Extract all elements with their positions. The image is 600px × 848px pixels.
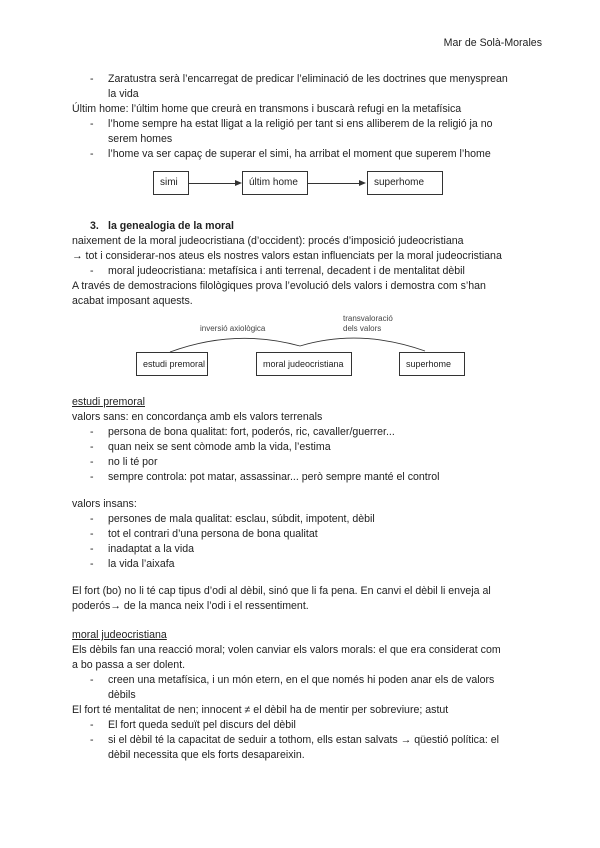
judeo-bullet3-line1: si el dèbil té la capacitat de seduir a tothom, ells estan salvats → qüestió política: el [108,734,500,746]
bullet-dash: - [90,528,94,540]
section3-para-line1: A través de demostracions filològiques prova l’evolució dels valors i demostra com s’han [72,280,486,292]
judeo-line-2: a bo passa a ser dolent. [72,659,186,671]
bullet-dash: - [90,148,94,160]
simi-line: l’home va ser capaç de superar el simi, ha arribat el moment que superem l’home [108,148,491,160]
section3-line1: naixement de la moral judeocristiana (d’occident): procés d’imposició judeocristiana [72,235,464,247]
judeo-bullet1-line1: creen una metafísica, i un món etern, en el que només hi poden anar els de valors [108,674,495,686]
zaratustra-line-2: la vida [108,88,139,100]
judeo-bullet3-line2: dèbil necessita que els forts desapareixin. [108,749,305,761]
diagram2-box-superhome: superhome [399,352,465,376]
diagram2-label-inversio: inversió axiològica [200,324,266,333]
diagram1-box-ultim-home: últim home [242,171,308,195]
insans-item: inadaptat a la vida [108,543,194,555]
premoral-heading: estudi premoral [72,396,146,408]
bullet-dash: - [90,426,94,438]
judeo-line-1: Els dèbils fan una reacció moral; volen canviar els valors morals: el que era considerat com [72,644,501,656]
section3-bullet1: moral judeocristiana: metafísica i anti terrenal, decadent i de mentalitat dèbil [108,265,465,277]
judeo-bullet1-line2: dèbils [108,689,136,701]
bullet-dash: - [90,558,94,570]
section3-para-line2: acabat imposant aquests. [72,295,193,307]
diagram2-box-premoral: estudi premoral [136,352,208,376]
bullet-dash: - [90,674,94,686]
sans-item: sempre controla: pot matar, assassinar... però sempre manté el control [108,471,440,483]
valors-sans-line: valors sans: en concordança amb els valors terrenals [72,411,323,423]
valors-insans-line: valors insans: [72,498,137,510]
diagram1-box-simi: simi [153,171,189,195]
bullet-dash: - [90,513,94,525]
ultim-home-line: Últim home: l’últim home que creurà en transmons i buscarà refugi en la metafísica [72,103,462,115]
insans-item: tot el contrari d’una persona de bona qualitat [108,528,318,540]
sans-item: quan neix se sent còmode amb la vida, l’estima [108,441,331,453]
diagram2-label-transvaloracio-1: transvaloració [343,314,393,323]
diagram2-box-judeocristiana: moral judeocristiana [256,352,352,376]
sans-item: persona de bona qualitat: fort, poderós, ric, cavaller/guerrer... [108,426,395,438]
section3-number: 3. [90,220,99,232]
bullet-dash: - [90,543,94,555]
judeo-fort-line: El fort té mentalitat de nen; innocent ≠ el dèbil ha de mentir per sobreviure; astut [72,704,449,716]
insans-item: la vida l’aixafa [108,558,175,570]
author-header: Mar de Solà-Morales [443,37,542,49]
fort-line-2: poderós→ de la manca neix l’odi i el ressentiment. [72,600,309,612]
religio-line-1: l’home sempre ha estat lligat a la religió per tant si ens alliberem de la religió ja no [108,118,493,130]
section3-line2: → tot i considerar-nos ateus els nostres valors estan influenciats per la moral judeocristiana [72,250,502,262]
bullet-dash: - [90,719,94,731]
religio-line-2: serem homes [108,133,173,145]
bullet-dash: - [90,734,94,746]
bullet-dash: - [90,118,94,130]
bullet-dash: - [90,471,94,483]
diagram2-label-transvaloracio-2: dels valors [343,324,382,333]
section3-title: la genealogia de la moral [108,220,234,232]
diagram1-box-superhome: superhome [367,171,443,195]
bullet-dash: - [90,265,94,277]
bullet-dash: - [90,441,94,453]
bullet-dash: - [90,456,94,468]
zaratustra-line-1: Zaratustra serà l’encarregat de predicar l’eliminació de les doctrines que menysprean [108,73,508,85]
sans-item: no li té por [108,456,158,468]
bullet-dash: - [90,73,94,85]
insans-item: persones de mala qualitat: esclau, súbdit, impotent, dèbil [108,513,375,525]
judeocristiana-heading: moral judeocristiana [72,629,167,641]
judeo-bullet2: El fort queda seduït pel discurs del dèbil [108,719,296,731]
fort-line-1: El fort (bo) no li té cap tipus d’odi al dèbil, sinó que li fa pena. En canvi el dèbil li enveja al [72,585,491,597]
